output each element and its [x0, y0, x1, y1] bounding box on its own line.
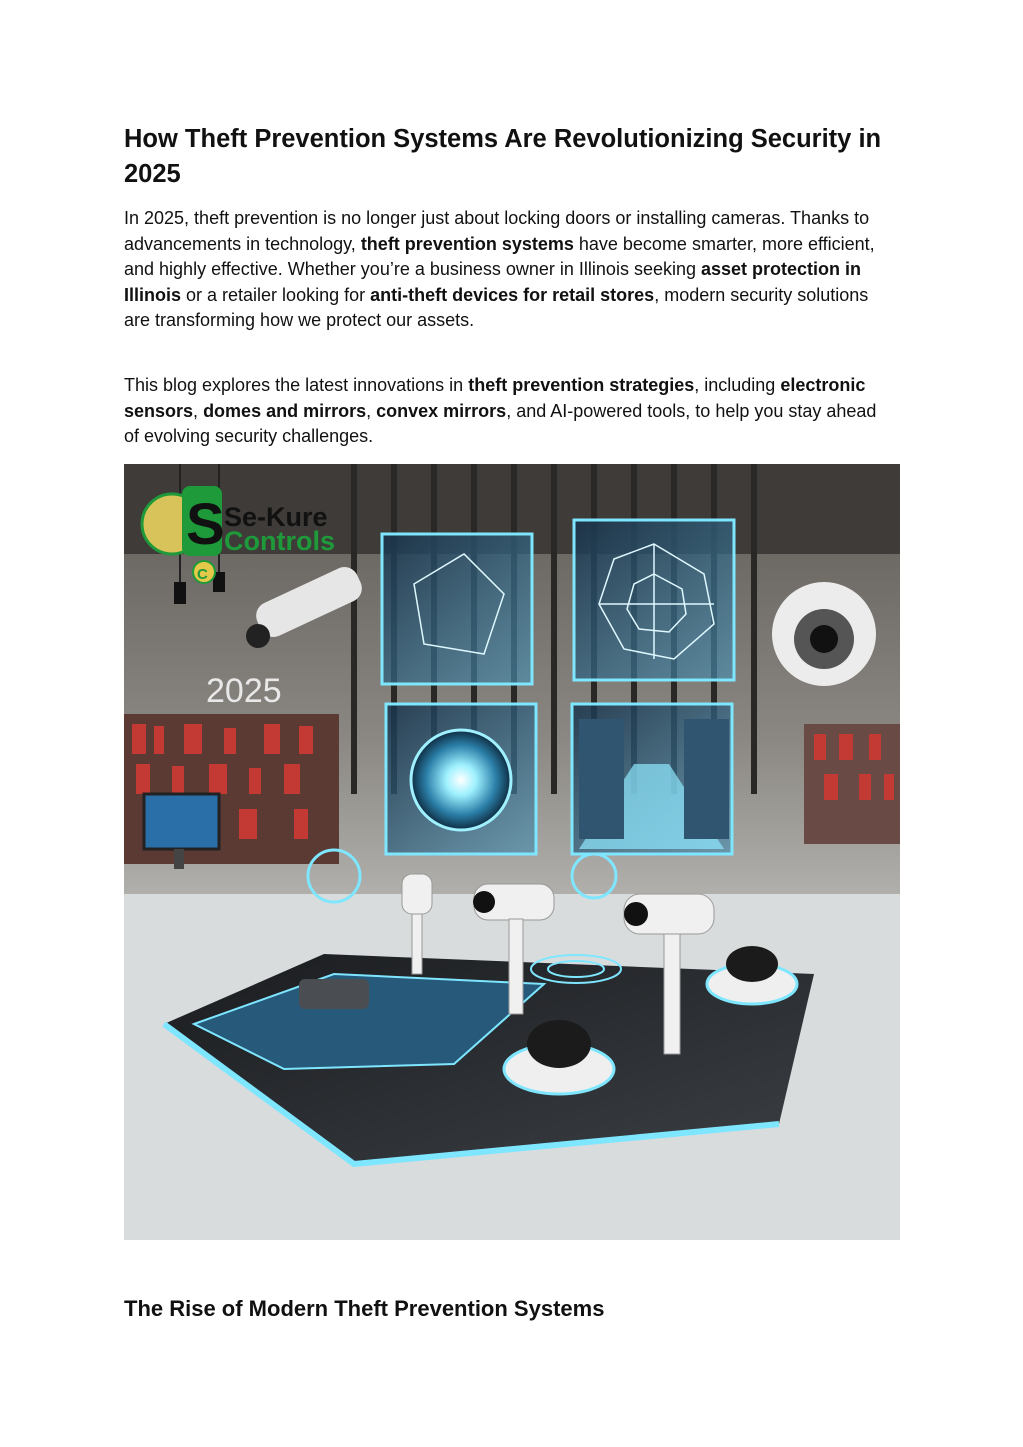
text-run: or a retailer looking for — [181, 284, 371, 305]
bold-phrase: electronic sensors — [124, 375, 866, 421]
svg-text:S: S — [186, 492, 225, 557]
text-run: In 2025, theft prevention is no longer just about locking doors or installing cameras. Thanks to advancements in technology, — [124, 208, 870, 254]
intro-paragraph — [124, 206, 894, 334]
svg-text:Se-Kure: Se-Kure — [224, 502, 328, 532]
text-run: , including — [694, 375, 781, 395]
wall-year-text: 2025 — [206, 672, 282, 710]
holo-panel-map — [382, 534, 532, 684]
bold-phrase: anti-theft devices for retail stores — [370, 284, 655, 305]
bold-phrase: asset protection in Illinois — [124, 259, 862, 305]
explore-paragraph — [124, 373, 894, 450]
text-run: , — [366, 400, 377, 421]
hero-illustration — [124, 464, 900, 1240]
text-run: This blog explores the latest innovations in — [124, 375, 469, 395]
dome-camera — [772, 582, 876, 686]
svg-text:C: C — [197, 566, 208, 583]
car-model — [299, 979, 369, 1009]
bold-phrase: convex mirrors — [376, 400, 507, 421]
bold-phrase: theft prevention strategies — [468, 375, 695, 395]
svg-text:Controls: Controls — [224, 526, 335, 556]
text-run: , modern security solutions are transforming how we protect our assets. — [124, 284, 869, 331]
text-run: , and AI-powered tools, to help you stay ahead of evolving security challenges. — [124, 400, 877, 447]
section-heading: The Rise of Modern Theft Prevention Systems — [124, 1296, 605, 1321]
text-run: have become smarter, more efficient, and highly effective. Whether you’re a business owner in Illinois seeking — [124, 233, 875, 280]
bold-phrase: theft prevention systems — [360, 233, 574, 254]
bold-phrase: domes and mirrors — [203, 400, 367, 421]
text-run: , — [193, 400, 204, 421]
article-title: How Theft Prevention Systems Are Revolutionizing Security in 2025 — [124, 125, 882, 188]
